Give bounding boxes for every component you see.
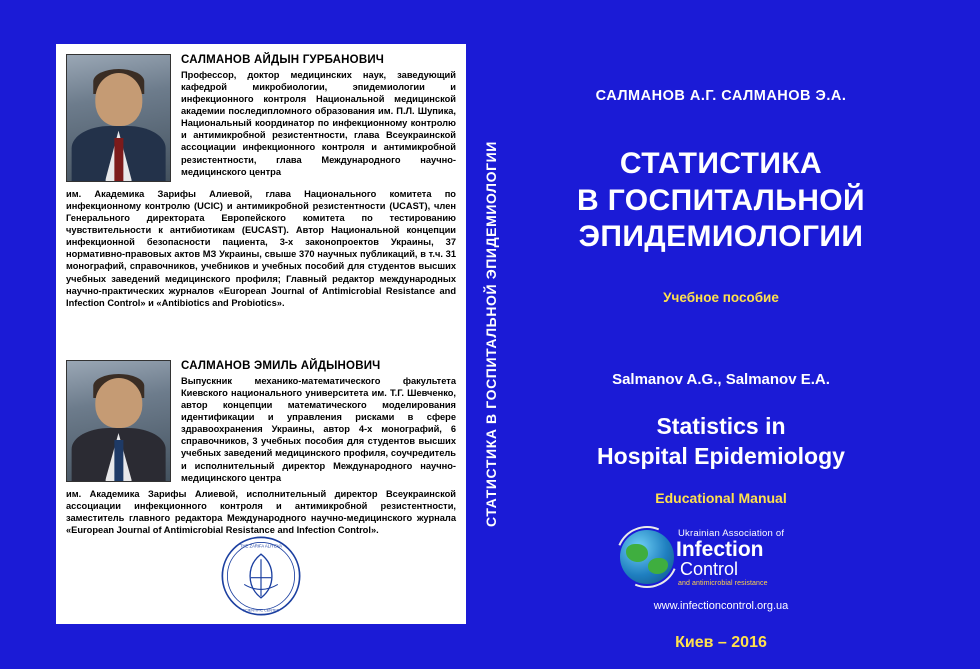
front-title-ru-line1: СТАТИСТИКА: [619, 147, 823, 180]
front-cover: [516, 44, 926, 651]
author-name-2: САЛМАНОВ ЭМИЛЬ АЙДЫНОВИЧ: [181, 360, 381, 372]
author-name-1: САЛМАНОВ АЙДЫН ГУРБАНОВИЧ: [181, 54, 385, 66]
front-authors-en: Salmanov A.G., Salmanov E.A.: [612, 370, 830, 388]
front-title-en: [516, 412, 926, 472]
book-spine: [470, 44, 512, 624]
front-title-ru-line2: В ГОСПИТАЛЬНОЙ: [577, 183, 865, 217]
back-cover: [56, 44, 466, 624]
center-emblem-icon: [219, 534, 303, 618]
logo-line4: and antimicrobial resistance: [678, 579, 768, 587]
logo-line2: Infection: [676, 537, 764, 561]
front-authors-ru: САЛМАНОВ А.Г. САЛМАНОВ Э.А.: [595, 88, 847, 104]
author-block-1: [56, 44, 466, 338]
association-logo: [516, 522, 926, 594]
svg-text:THE ZARIFA ALIYEVA: THE ZARIFA ALIYEVA: [239, 543, 283, 549]
spine-title: СТАТИСТИКА В ГОСПИТАЛЬНОЙ ЭПИДЕМИОЛОГИИ: [483, 141, 500, 527]
author-photo-1: [66, 54, 171, 182]
author-block-2: [56, 350, 466, 624]
author-bio-1-part2: им. Академика Зарифы Алиевой, глава Национального комитета по инфекционному контролю (UCIC) и антимикробной резистентности (UCAST), член Генерального директората Европейского комитета по тестированию чувствительности к антибиотикам (EUCAST). Автор Национальной концепции инфекционной безопасности пациента, 3-х законопроектов Украины, 37 нормативно-правовых актов МЗ Украины, свыше 370 научных публикаций, в т.ч. 31 монографий, справочников, учебников и учебных пособий для студентов высших учебных заведений медицинского профиля; Главный редактор международных научно-практических журналов «European Journal of Antimicrobial Resistance and Infection Control» и «Antibiotics and Probiotics».: [66, 189, 456, 308]
logo-line1: Ukrainian Association of: [678, 527, 785, 539]
front-title-en-line1: Statistics in: [656, 412, 786, 439]
front-subtitle-en: Educational Manual: [655, 489, 787, 506]
front-title-ru-line3: ЭПИДЕМИОЛОГИИ: [578, 220, 864, 254]
svg-text:SCIENTIFIC CENTER: SCIENTIFIC CENTER: [242, 608, 280, 613]
logo-line3: Control: [680, 558, 739, 579]
front-title-ru: [516, 146, 926, 256]
author-bio-2-part1: Выпускник механико-математического факультета Киевского национального университета им. Т.Г. Шевченко, автор концепции математического моделирования идентификации и управления рисками в сфере здравоохранения Украины, автор 4-х монографий, 6 справочников, 3 учебных пособия для студентов высших учебных заведений медицинского профиля, соучредитель и исполнительный директор Международного научно-медицинского центра: [181, 376, 456, 483]
place-and-year: Киев – 2016: [675, 633, 767, 651]
front-title-en-line2: Hospital Epidemiology: [597, 442, 845, 469]
front-subtitle-ru: Учебное пособие: [663, 289, 779, 305]
author-bio-1-part1: Профессор, доктор медицинских наук, заведующий кафедрой микробиологии, эпидемиологии и инфекционного контроля Национальной медицинской академии последипломного образования им. П.Л. Шупика, Национальный координатор по инфекционному контролю и антимикробной резистентности, глава Всеукраинской ассоциации инфекционного контроля и антимикробной резистентности, глава Международного научно-медицинского центра: [181, 70, 456, 177]
author-bio-2-part2: им. Академика Зарифы Алиевой, исполнительный директор Всеукраинской ассоциации инфекционного контроля и антимикробной резистентности, заместитель главного редактора Международного научно-медицинского журнала «European Journal of Antimicrobial Resistance and Infection Control».: [66, 489, 456, 536]
author-photo-2: [66, 360, 171, 482]
association-url: www.infectioncontrol.org.ua: [653, 599, 789, 612]
